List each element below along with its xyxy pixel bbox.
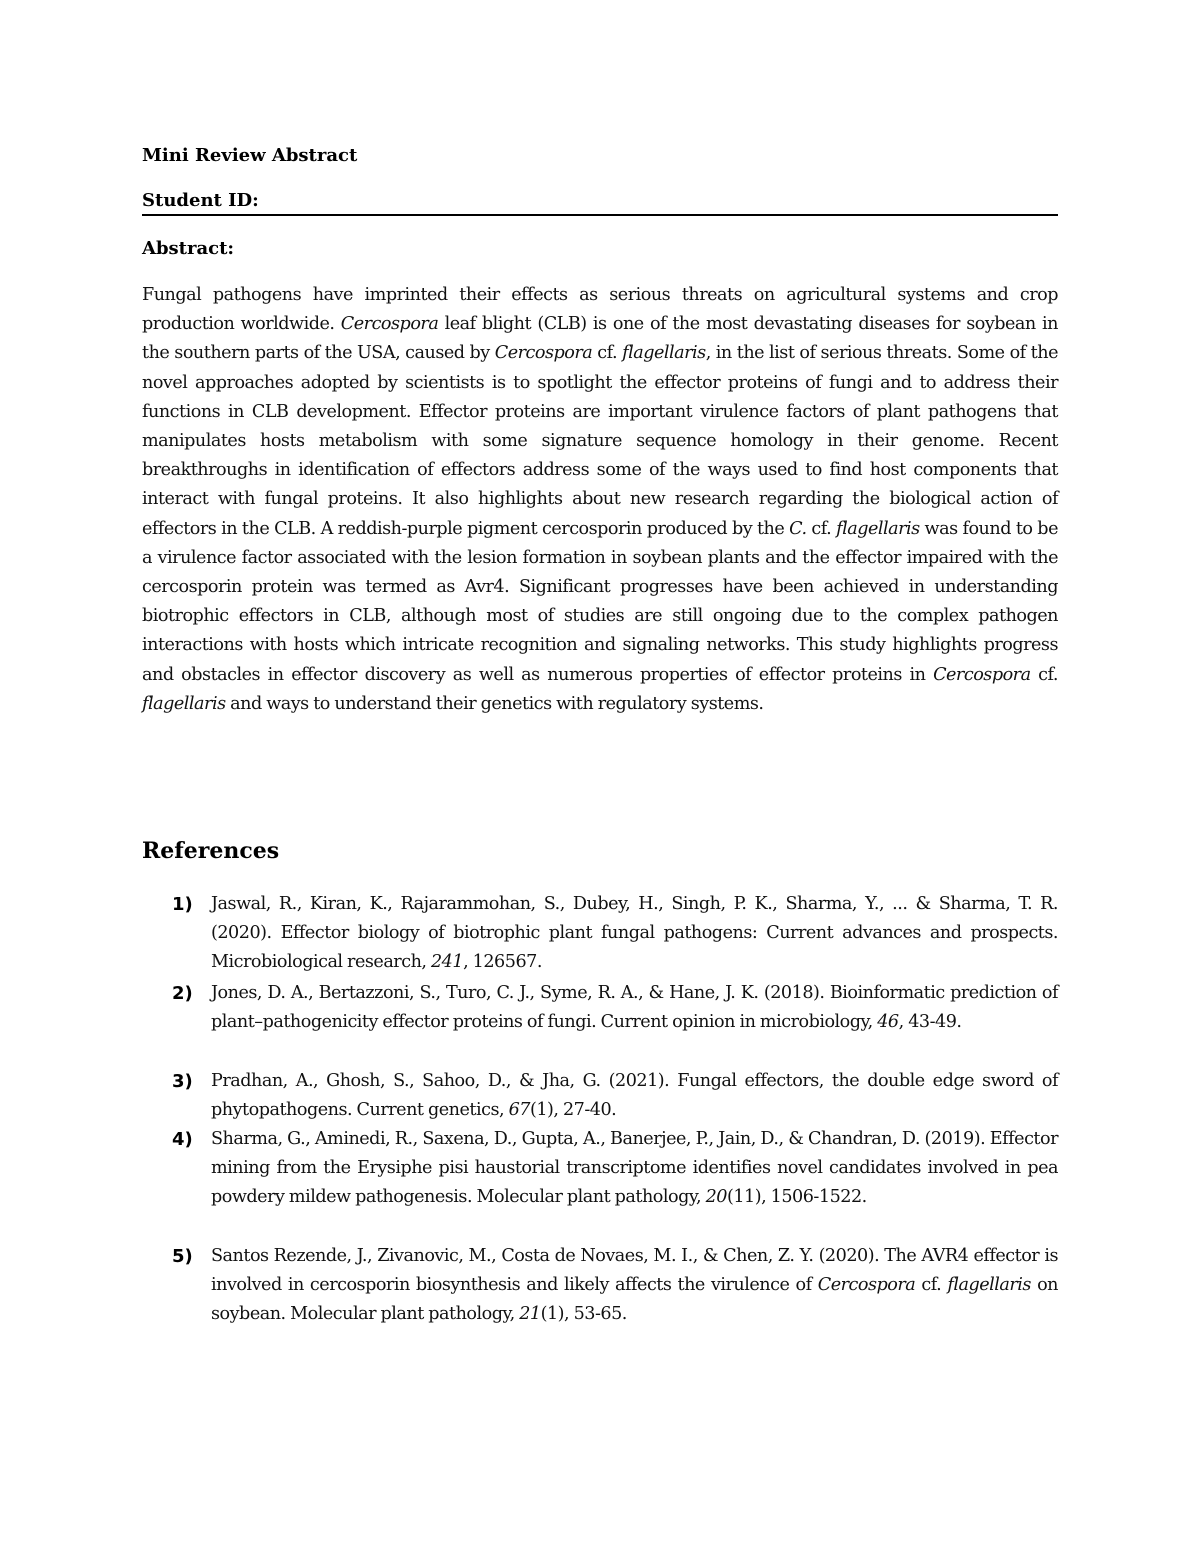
document-title: Mini Review Abstract xyxy=(142,145,358,166)
reference-volume: 67 xyxy=(508,1100,530,1121)
reference-text: (1), 27-40. xyxy=(529,1100,617,1121)
abstract-segment: cf. xyxy=(592,343,623,364)
reference-number: 1) xyxy=(172,894,193,915)
reference-volume: 241 xyxy=(430,952,464,973)
abstract-segment-italic: flagellaris xyxy=(836,518,920,539)
references-heading: References xyxy=(142,838,280,864)
reference-text: Santos Rezende, J., Zivanovic, M., Costa de Novaes, M. I., & Chen, Z. Y. (2020). The AVR4 effector is involved in cercosporin biosynthesis and likely affects the virulence of xyxy=(211,1246,1058,1296)
reference-item xyxy=(211,979,1058,1037)
reference-number: 2) xyxy=(172,983,193,1004)
abstract-segment-italic: flagellaris xyxy=(622,343,706,364)
abstract-segment: and ways to understand their genetics with regulatory systems. xyxy=(225,693,764,714)
reference-item xyxy=(211,1125,1058,1213)
reference-item xyxy=(211,890,1058,978)
reference-text: Sharma, G., Aminedi, R., Saxena, D., Gupta, A., Banerjee, P., Jain, D., & Chandran, D. (2019). Effector mining from the Erysiphe pisi haustorial transcriptome identifies novel candidates involved in pea powdery mildew pathogenesis. Molecular plant pathology, xyxy=(211,1129,1058,1208)
abstract-body xyxy=(142,281,1058,719)
abstract-segment-italic: Cercospora xyxy=(933,664,1031,685)
abstract-segment: cf. xyxy=(806,518,837,539)
reference-item xyxy=(211,1242,1058,1330)
reference-species-italic: flagellaris xyxy=(947,1275,1031,1296)
abstract-segment: was found to be a virulence factor associated with the lesion formation in soybean plants and the effector impaired with the cercosporin protein was termed as Avr4. Significant progresses have been achieved in understanding biotrophic effectors in CLB, although most of studies are still ongoing due to the complex pathogen interactions with hosts which intricate recognition and signaling networks. This study highlights progress and obstacles in effector discovery as well as numerous properties of effector proteins in xyxy=(142,518,1058,685)
reference-text: , 43-49. xyxy=(898,1012,962,1033)
abstract-segment: , in the list of serious threats. Some of the novel approaches adopted by scientists is to spotlight the effector proteins of fungi and to address their functions in CLB development. Effector proteins are important virulence factors of plant pathogens that manipulates hosts metabolism with some signature sequence homology in their genome. Recent breakthroughs in identification of effectors address some of the ways used to find host components that interact with fungal proteins. It also highlights about new research regarding the biological action of effectors in the CLB. A reddish-purple pigment cercosporin produced by the xyxy=(142,343,1058,539)
reference-number: 3) xyxy=(172,1071,193,1092)
reference-text: cf. xyxy=(915,1275,948,1296)
reference-text: , 126567. xyxy=(463,952,542,973)
reference-species-italic: Cercospora xyxy=(817,1275,916,1296)
abstract-label: Abstract: xyxy=(142,238,235,259)
abstract-segment: leaf blight (CLB) is one of the most devastating diseases for soybean in the southern parts of the USA, caused by xyxy=(142,314,1058,364)
abstract-segment: cf. xyxy=(1030,664,1059,685)
student-id-rule xyxy=(142,214,1058,216)
reference-text: Pradhan, A., Ghosh, S., Sahoo, D., & Jha, G. (2021). Fungal effectors, the double edge sword of phytopathogens. Current genetics, xyxy=(211,1071,1058,1121)
abstract-segment-italic: flagellaris xyxy=(142,693,226,714)
abstract-segment-italic: Cercospora xyxy=(340,314,439,335)
reference-text: Jones, D. A., Bertazzoni, S., Turo, C. J., Syme, R. A., & Hane, J. K. (2018). Bioinformatic prediction of plant–pathogenicity effector proteins of fungi. Current opinion in microbiology, xyxy=(211,983,1058,1033)
reference-text: (1), 53-65. xyxy=(540,1304,627,1325)
reference-number: 5) xyxy=(172,1246,193,1267)
reference-number: 4) xyxy=(172,1129,193,1150)
abstract-segment-italic: Cercospora xyxy=(494,343,593,364)
reference-volume: 21 xyxy=(519,1304,541,1325)
abstract-segment: Fungal pathogens have imprinted their effects as serious threats on agricultural systems and crop production worldwide. xyxy=(142,285,1058,335)
reference-text: Jaswal, R., Kiran, K., Rajarammohan, S., Dubey, H., Singh, P. K., Sharma, Y., ... & Sharma, T. R. (2020). Effector biology of biotrophic plant fungal pathogens: Current advances and prospects. Microbiological research, xyxy=(211,894,1058,973)
reference-volume: 46 xyxy=(877,1012,899,1033)
reference-text: (11), 1506-1522. xyxy=(726,1187,867,1208)
student-id-label: Student ID: xyxy=(142,190,259,211)
abstract-segment-italic: C. xyxy=(789,518,807,539)
reference-volume: 20 xyxy=(705,1187,727,1208)
reference-item xyxy=(211,1067,1058,1125)
reference-text: on soybean. Molecular plant pathology, xyxy=(211,1275,1058,1325)
